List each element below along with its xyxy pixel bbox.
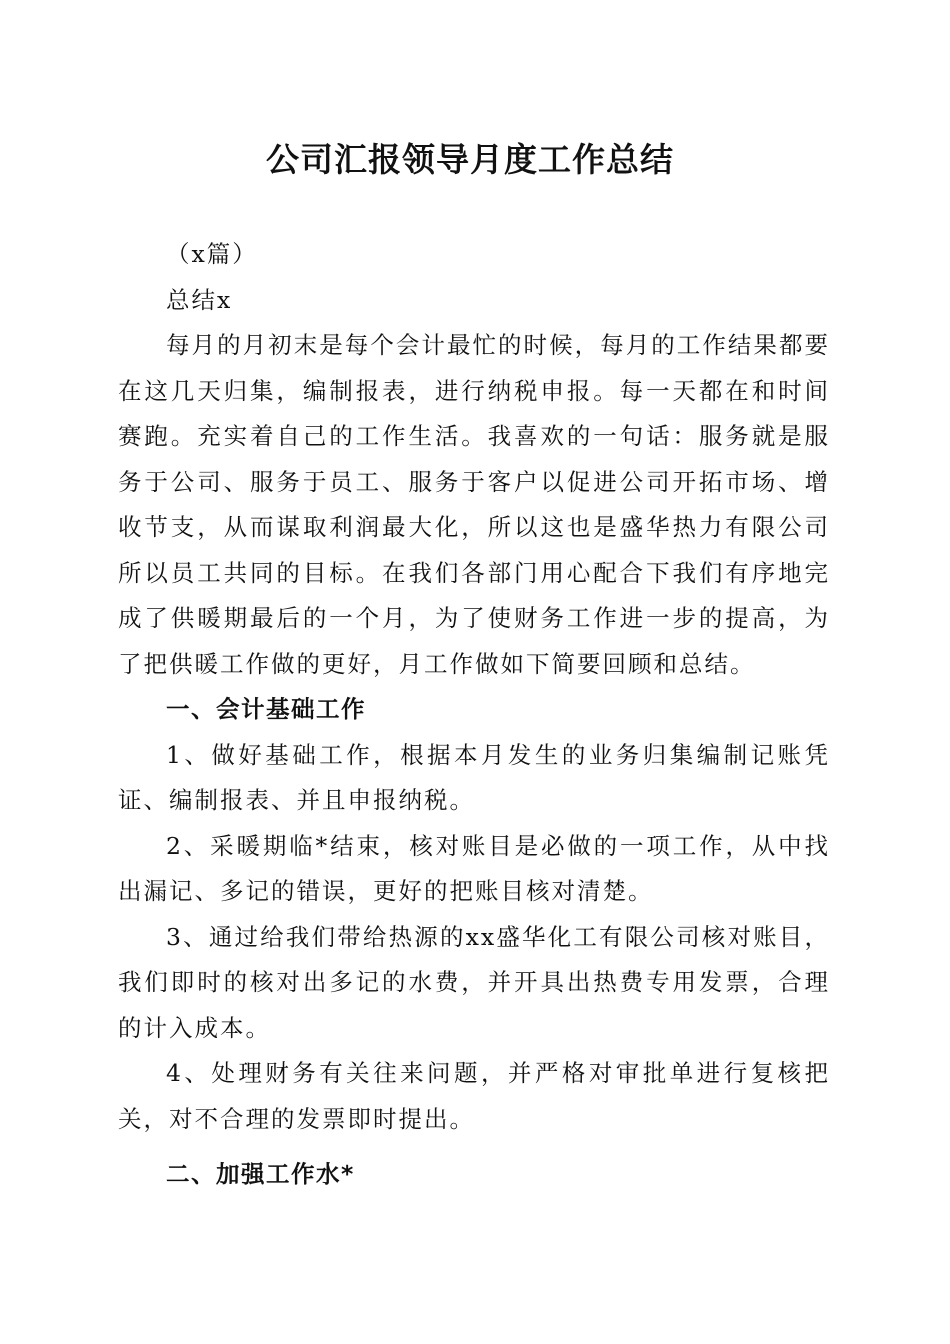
paragraph-intro: 每月的月初末是每个会计最忙的时候，每月的工作结果都要在这几天归集，编制报表，进行纳税申报。每一天都在和时间赛跑。充实着自己的工作生活。我喜欢的一句话：服务就是服务于公司、服务于员工、服务于客户以促进公司开拓市场、增收节支，从而谋取利润最大化，所以这也是盛华热力有限公司所以员工共同的目标。在我们各部门用心配合下我们有序地完成了供暖期最后的一个月，为了使财务工作进一步的提高，为了把供暖工作做的更好，月工作做如下简要回顾和总结。	[118, 331, 830, 678]
list-item: 3、通过给我们带给热源的xx盛华化工有限公司核对账目，我们即时的核对出多记的水费，并开具出热费专用发票，合理的计入成本。	[118, 922, 830, 1042]
document-body	[118, 232, 830, 1198]
section-heading-accounting-basics: 一、会计基础工作	[166, 695, 366, 723]
list-item: 2、采暖期临*结束，核对账目是必做的一项工作，从中找出漏记、多记的错误，更好的把账目核对清楚。	[118, 831, 830, 905]
document-title: 公司汇报领导月度工作总结	[266, 140, 674, 179]
list-item: 1、做好基础工作，根据本月发生的业务归集编制记账凭证、编制报表、并且申报纳税。	[118, 740, 830, 814]
section-heading-strengthen-work: 二、加强工作水*	[166, 1160, 355, 1188]
paragraph-summary-label: 总结x	[166, 285, 233, 314]
paragraph-part-number: （x篇）	[166, 240, 258, 268]
list-item: 4、处理财务有关往来问题，并严格对审批单进行复核把关，对不合理的发票即时提出。	[118, 1059, 830, 1133]
